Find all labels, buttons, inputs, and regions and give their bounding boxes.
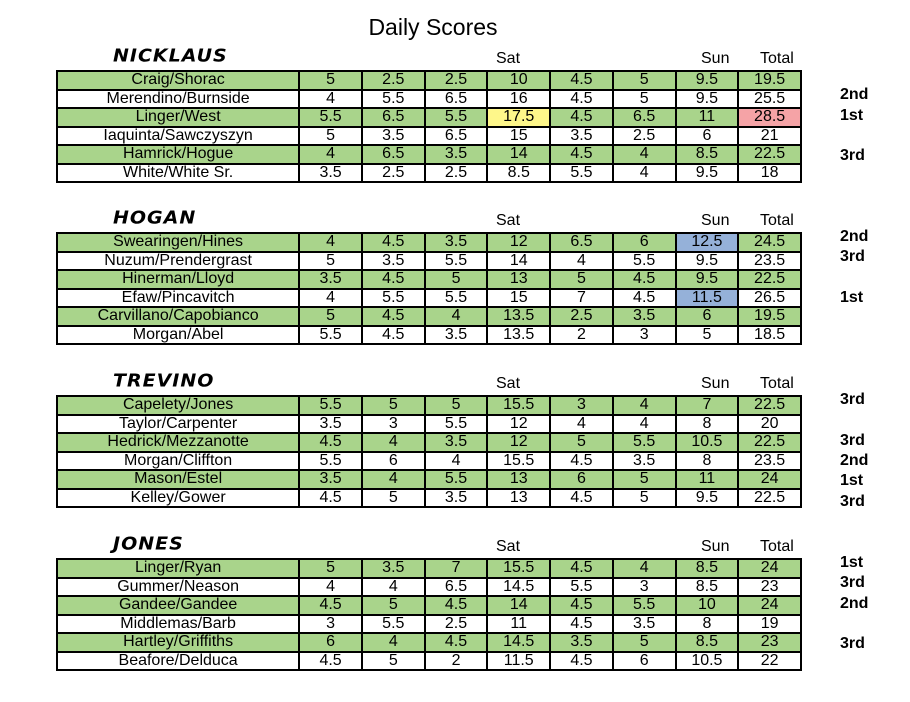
score-cell: 8.5 <box>676 559 739 578</box>
score-cell: 4 <box>299 289 362 308</box>
team-name-cell: Linger/Ryan <box>57 559 299 578</box>
score-cell: 7 <box>550 289 613 308</box>
score-cell: 6 <box>299 633 362 652</box>
score-cell: 2 <box>425 652 488 671</box>
team-name-cell: Capelety/Jones <box>57 396 299 415</box>
score-cell: 4.5 <box>550 452 613 471</box>
total-cell: 19.5 <box>738 307 801 326</box>
score-cell: 4 <box>613 559 676 578</box>
score-cell: 5.5 <box>299 396 362 415</box>
header-total: Total <box>760 212 794 229</box>
total-cell: 22.5 <box>738 433 801 452</box>
score-cell: 12 <box>487 233 550 252</box>
total-cell: 21 <box>738 127 801 146</box>
score-cell: 6.5 <box>362 145 425 164</box>
score-cell: 11 <box>676 470 739 489</box>
page-title: Daily Scores <box>368 14 498 40</box>
scores-table <box>56 232 802 345</box>
score-cell: 5 <box>550 433 613 452</box>
total-cell: 19.5 <box>738 71 801 90</box>
score-cell: 4.5 <box>550 615 613 634</box>
table-row <box>57 396 801 415</box>
score-cell: 8.5 <box>676 578 739 597</box>
score-cell: 17.5 <box>487 108 550 127</box>
score-cell: 5.5 <box>362 615 425 634</box>
score-cell: 5.5 <box>425 252 488 271</box>
score-cell: 5 <box>676 326 739 345</box>
score-cell: 3.5 <box>299 415 362 434</box>
score-cell: 3.5 <box>362 559 425 578</box>
score-cell: 5.5 <box>613 252 676 271</box>
score-cell: 12.5 <box>676 233 739 252</box>
team-name-cell: Efaw/Pincavitch <box>57 289 299 308</box>
score-cell: 4.5 <box>550 559 613 578</box>
score-cell: 4.5 <box>550 596 613 615</box>
score-cell: 2.5 <box>425 71 488 90</box>
total-cell: 24.5 <box>738 233 801 252</box>
score-cell: 4 <box>362 578 425 597</box>
score-cell: 3.5 <box>299 470 362 489</box>
score-cell: 9.5 <box>676 71 739 90</box>
score-cell: 5.5 <box>425 415 488 434</box>
team-name-cell: White/White Sr. <box>57 164 299 183</box>
table-row <box>57 326 801 345</box>
header-sun: Sun <box>701 538 730 555</box>
score-cell: 6 <box>362 452 425 471</box>
score-cell: 4.5 <box>299 596 362 615</box>
scores-table <box>56 70 802 183</box>
score-cell: 14.5 <box>487 578 550 597</box>
team-name-cell: Carvillano/Capobianco <box>57 307 299 326</box>
table-row <box>57 71 801 90</box>
score-cell: 3.5 <box>425 489 488 508</box>
score-cell: 4 <box>299 233 362 252</box>
header-total: Total <box>760 375 794 392</box>
table-row <box>57 433 801 452</box>
total-cell: 23 <box>738 633 801 652</box>
score-cell: 8.5 <box>676 145 739 164</box>
score-cell: 13 <box>487 489 550 508</box>
team-name-cell: Linger/West <box>57 108 299 127</box>
score-cell: 6 <box>676 307 739 326</box>
score-cell: 5.5 <box>550 578 613 597</box>
header-sat: Sat <box>496 375 521 392</box>
score-cell: 11 <box>676 108 739 127</box>
team-name-cell: Morgan/Cliffton <box>57 452 299 471</box>
table-row <box>57 652 801 671</box>
score-cell: 4.5 <box>550 489 613 508</box>
placement-label: 1st <box>840 554 864 571</box>
header-sat: Sat <box>496 50 521 67</box>
score-cell: 6.5 <box>425 578 488 597</box>
score-cell: 14.5 <box>487 633 550 652</box>
total-cell: 20 <box>738 415 801 434</box>
score-cell: 6.5 <box>425 90 488 109</box>
score-cell: 4.5 <box>550 71 613 90</box>
table-row <box>57 307 801 326</box>
table-row <box>57 470 801 489</box>
placement-label: 3rd <box>840 635 865 653</box>
score-cell: 6.5 <box>550 233 613 252</box>
team-name-cell: Hamrick/Hogue <box>57 145 299 164</box>
score-cell: 4 <box>299 578 362 597</box>
placement-label: 3rd <box>840 574 865 592</box>
total-cell: 18.5 <box>738 326 801 345</box>
score-cell: 11.5 <box>487 652 550 671</box>
table-row <box>57 164 801 183</box>
group-name: TREVINO <box>113 371 215 392</box>
team-name-cell: Taylor/Carpenter <box>57 415 299 434</box>
score-cell: 5 <box>550 270 613 289</box>
team-name-cell: Beafore/Delduca <box>57 652 299 671</box>
score-cell: 5 <box>362 489 425 508</box>
team-name-cell: Middlemas/Barb <box>57 615 299 634</box>
score-cell: 10 <box>487 71 550 90</box>
placement-label: 2nd <box>840 594 869 612</box>
table-row <box>57 415 801 434</box>
score-cell: 3.5 <box>613 615 676 634</box>
score-cell: 5.5 <box>613 433 676 452</box>
score-cell: 4.5 <box>299 433 362 452</box>
team-name-cell: Hinerman/Lloyd <box>57 270 299 289</box>
score-cell: 4 <box>299 145 362 164</box>
total-cell: 22 <box>738 652 801 671</box>
table-row <box>57 489 801 508</box>
table-row <box>57 596 801 615</box>
score-cell: 4 <box>550 252 613 271</box>
score-cell: 4 <box>362 633 425 652</box>
score-cell: 3.5 <box>613 307 676 326</box>
header-sun: Sun <box>701 50 730 67</box>
score-cell: 5 <box>299 307 362 326</box>
header-sat: Sat <box>496 212 521 229</box>
score-cell: 6 <box>676 127 739 146</box>
score-cell: 5 <box>425 396 488 415</box>
group-name: NICKLAUS <box>113 46 228 67</box>
score-cell: 8 <box>676 452 739 471</box>
table-row <box>57 233 801 252</box>
total-cell: 19 <box>738 615 801 634</box>
score-cell: 6.5 <box>425 127 488 146</box>
score-cell: 5.5 <box>299 108 362 127</box>
score-cell: 5 <box>299 559 362 578</box>
total-cell: 23 <box>738 578 801 597</box>
score-cell: 2.5 <box>425 164 488 183</box>
table-row <box>57 452 801 471</box>
score-cell: 4.5 <box>550 90 613 109</box>
score-cell: 4 <box>550 415 613 434</box>
score-cell: 5 <box>299 71 362 90</box>
table-row <box>57 252 801 271</box>
score-cell: 10.5 <box>676 652 739 671</box>
placement-label: 1st <box>840 106 864 124</box>
score-cell: 9.5 <box>676 270 739 289</box>
placement-label: 3rd <box>840 492 865 510</box>
total-cell: 24 <box>738 470 801 489</box>
score-cell: 5 <box>362 396 425 415</box>
table-row <box>57 633 801 652</box>
score-cell: 3.5 <box>362 127 425 146</box>
score-cell: 8.5 <box>676 633 739 652</box>
total-cell: 23.5 <box>738 252 801 271</box>
score-cell: 13.5 <box>487 326 550 345</box>
team-name-cell: Nuzum/Prendergrast <box>57 252 299 271</box>
score-cell: 5 <box>613 71 676 90</box>
score-cell: 4.5 <box>362 270 425 289</box>
score-cell: 14 <box>487 596 550 615</box>
score-cell: 12 <box>487 433 550 452</box>
score-cell: 8 <box>676 615 739 634</box>
group-name: HOGAN <box>113 208 197 229</box>
score-cell: 3 <box>299 615 362 634</box>
score-cell: 3.5 <box>425 145 488 164</box>
score-cell: 4 <box>425 452 488 471</box>
score-cell: 4 <box>362 470 425 489</box>
scores-table <box>56 395 802 508</box>
score-cell: 13 <box>487 270 550 289</box>
score-cell: 14 <box>487 252 550 271</box>
table-row <box>57 270 801 289</box>
total-cell: 28.5 <box>738 108 801 127</box>
score-cell: 5 <box>613 633 676 652</box>
score-cell: 5 <box>362 652 425 671</box>
team-name-cell: Craig/Shorac <box>57 71 299 90</box>
score-cell: 3.5 <box>550 127 613 146</box>
score-cell: 5 <box>613 470 676 489</box>
score-cell: 4.5 <box>299 652 362 671</box>
total-cell: 22.5 <box>738 489 801 508</box>
score-cell: 3.5 <box>550 633 613 652</box>
placement-label: 1st <box>840 288 864 306</box>
table-row <box>57 289 801 308</box>
total-cell: 22.5 <box>738 396 801 415</box>
table-row <box>57 127 801 146</box>
score-cell: 5.5 <box>299 452 362 471</box>
score-cell: 11 <box>487 615 550 634</box>
score-cell: 11.5 <box>676 289 739 308</box>
score-cell: 15 <box>487 127 550 146</box>
score-cell: 4.5 <box>550 145 613 164</box>
group-name: JONES <box>113 534 184 555</box>
total-cell: 22.5 <box>738 270 801 289</box>
score-cell: 6 <box>613 652 676 671</box>
placement-label: 3rd <box>840 431 865 449</box>
score-cell: 6.5 <box>613 108 676 127</box>
placement-label: 3rd <box>840 147 865 165</box>
score-cell: 5.5 <box>425 470 488 489</box>
score-cell: 14 <box>487 145 550 164</box>
score-cell: 2.5 <box>362 71 425 90</box>
team-name-cell: Gummer/Neason <box>57 578 299 597</box>
team-name-cell: Morgan/Abel <box>57 326 299 345</box>
score-cell: 4.5 <box>362 307 425 326</box>
score-cell: 7 <box>676 396 739 415</box>
score-cell: 9.5 <box>676 164 739 183</box>
score-cell: 16 <box>487 90 550 109</box>
score-cell: 3.5 <box>362 252 425 271</box>
score-cell: 4 <box>613 396 676 415</box>
score-cell: 3 <box>362 415 425 434</box>
header-total: Total <box>760 50 794 67</box>
table-row <box>57 145 801 164</box>
score-cell: 4.5 <box>299 489 362 508</box>
score-cell: 8.5 <box>487 164 550 183</box>
score-cell: 5.5 <box>425 108 488 127</box>
team-name-cell: Mason/Estel <box>57 470 299 489</box>
total-cell: 24 <box>738 596 801 615</box>
score-cell: 8 <box>676 415 739 434</box>
total-cell: 24 <box>738 559 801 578</box>
team-name-cell: Hedrick/Mezzanotte <box>57 433 299 452</box>
total-cell: 25.5 <box>738 90 801 109</box>
score-cell: 15.5 <box>487 559 550 578</box>
total-cell: 22.5 <box>738 145 801 164</box>
score-cell: 4 <box>425 307 488 326</box>
score-cell: 9.5 <box>676 252 739 271</box>
score-cell: 6 <box>550 470 613 489</box>
total-cell: 23.5 <box>738 452 801 471</box>
table-row <box>57 90 801 109</box>
placement-label: 2nd <box>840 451 869 469</box>
placement-label: 3rd <box>840 248 865 266</box>
placement-label: 2nd <box>840 86 869 104</box>
placement-label: 1st <box>840 472 864 490</box>
placement-label: 2nd <box>840 228 869 245</box>
table-row <box>57 615 801 634</box>
score-cell: 4 <box>613 415 676 434</box>
score-cell: 4.5 <box>613 270 676 289</box>
score-cell: 5.5 <box>299 326 362 345</box>
placement-label: 3rd <box>840 391 865 408</box>
score-cell: 5 <box>299 252 362 271</box>
team-name-cell: Kelley/Gower <box>57 489 299 508</box>
header-sun: Sun <box>701 375 730 392</box>
score-cell: 5 <box>425 270 488 289</box>
score-cell: 4 <box>362 433 425 452</box>
score-cell: 4.5 <box>613 289 676 308</box>
score-cell: 10.5 <box>676 433 739 452</box>
score-cell: 5 <box>613 90 676 109</box>
header-sun: Sun <box>701 212 730 229</box>
header-total: Total <box>760 538 794 555</box>
score-cell: 3.5 <box>613 452 676 471</box>
score-cell: 5.5 <box>613 596 676 615</box>
score-cell: 2 <box>550 326 613 345</box>
score-cell: 2.5 <box>425 615 488 634</box>
team-name-cell: Swearingen/Hines <box>57 233 299 252</box>
score-cell: 5 <box>613 489 676 508</box>
table-row <box>57 559 801 578</box>
score-cell: 2.5 <box>613 127 676 146</box>
score-cell: 4.5 <box>550 652 613 671</box>
score-cell: 13.5 <box>487 307 550 326</box>
score-cell: 3.5 <box>299 270 362 289</box>
score-cell: 5.5 <box>362 289 425 308</box>
header-sat: Sat <box>496 538 521 555</box>
score-cell: 4 <box>613 164 676 183</box>
score-cell: 12 <box>487 415 550 434</box>
score-cell: 4 <box>613 145 676 164</box>
score-cell: 7 <box>425 559 488 578</box>
score-cell: 3.5 <box>299 164 362 183</box>
total-cell: 26.5 <box>738 289 801 308</box>
score-cell: 5 <box>362 596 425 615</box>
score-cell: 3.5 <box>425 326 488 345</box>
table-row <box>57 108 801 127</box>
scores-table <box>56 558 802 671</box>
score-cell: 3 <box>613 578 676 597</box>
score-cell: 4.5 <box>362 326 425 345</box>
team-name-cell: Merendino/Burnside <box>57 90 299 109</box>
score-cell: 5.5 <box>425 289 488 308</box>
team-name-cell: Gandee/Gandee <box>57 596 299 615</box>
score-cell: 3.5 <box>425 233 488 252</box>
score-cell: 5.5 <box>362 90 425 109</box>
score-cell: 13 <box>487 470 550 489</box>
score-cell: 9.5 <box>676 489 739 508</box>
score-cell: 15.5 <box>487 452 550 471</box>
score-cell: 4 <box>299 90 362 109</box>
team-name-cell: Iaquinta/Sawczyszyn <box>57 127 299 146</box>
score-cell: 9.5 <box>676 90 739 109</box>
score-cell: 5 <box>299 127 362 146</box>
score-cell: 4.5 <box>362 233 425 252</box>
score-cell: 4.5 <box>425 633 488 652</box>
table-row <box>57 578 801 597</box>
score-cell: 6 <box>613 233 676 252</box>
score-cell: 4.5 <box>550 108 613 127</box>
score-cell: 2.5 <box>550 307 613 326</box>
score-cell: 15.5 <box>487 396 550 415</box>
score-cell: 6.5 <box>362 108 425 127</box>
total-cell: 18 <box>738 164 801 183</box>
score-cell: 15 <box>487 289 550 308</box>
score-cell: 3 <box>613 326 676 345</box>
score-cell: 10 <box>676 596 739 615</box>
score-cell: 5.5 <box>550 164 613 183</box>
team-name-cell: Hartley/Griffiths <box>57 633 299 652</box>
score-cell: 3 <box>550 396 613 415</box>
score-cell: 2.5 <box>362 164 425 183</box>
score-cell: 4.5 <box>425 596 488 615</box>
score-cell: 3.5 <box>425 433 488 452</box>
